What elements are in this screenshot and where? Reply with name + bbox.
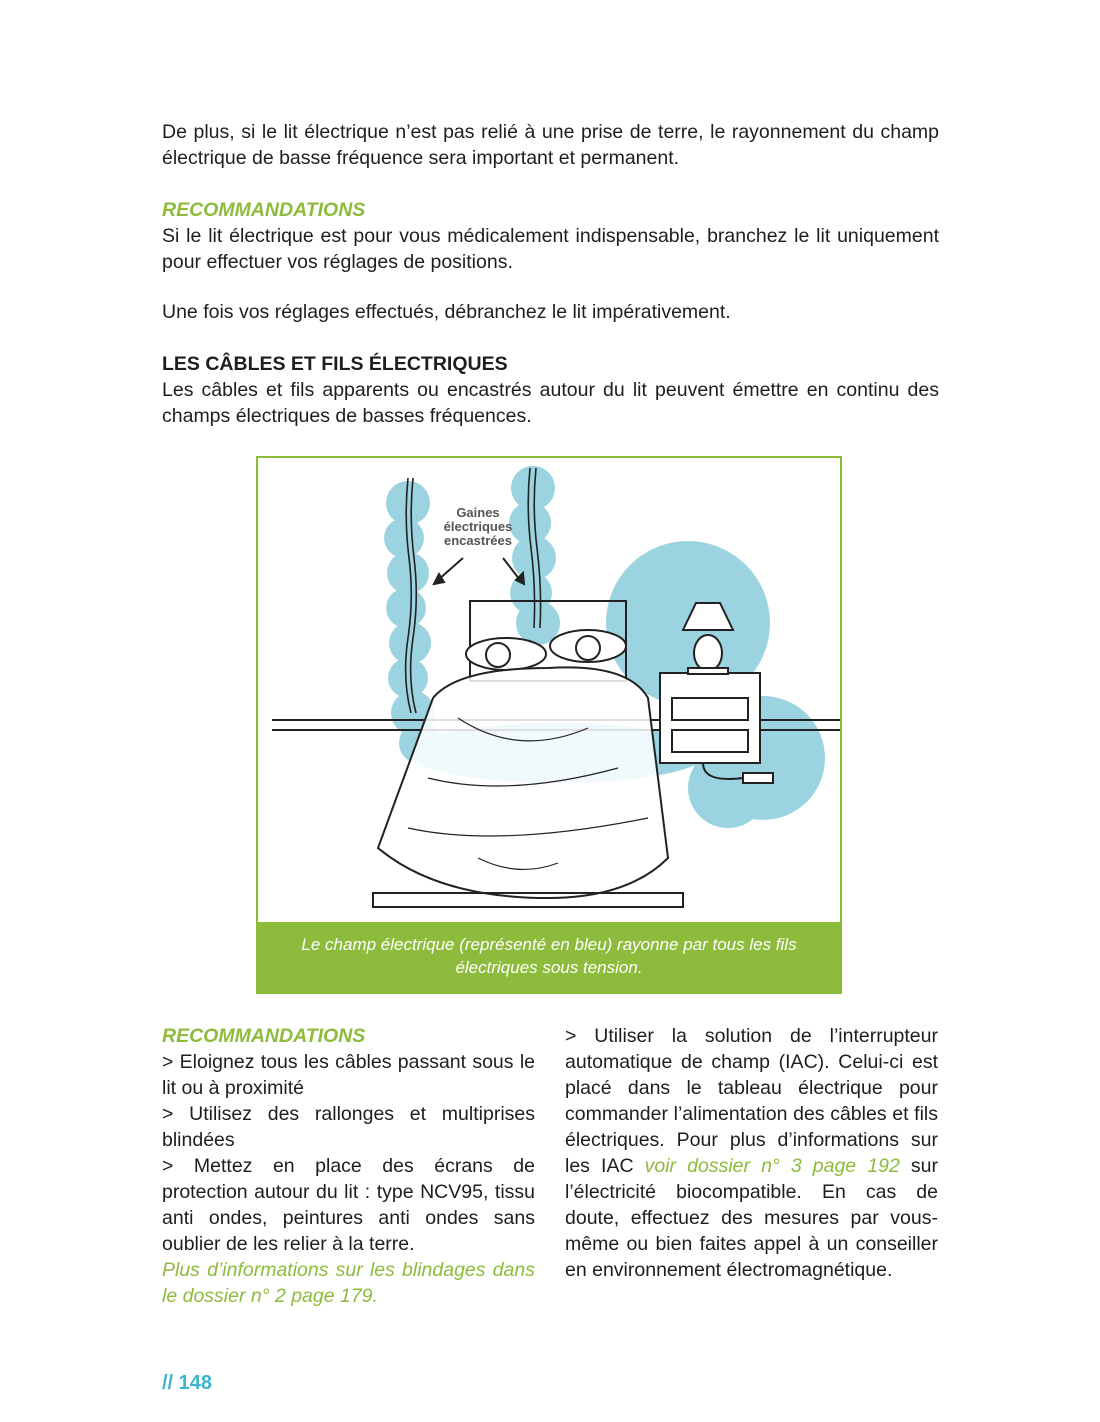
figure-caption: Le champ électrique (représenté en bleu) rayonne par tous les fils électriques sous tension. — [258, 922, 840, 992]
left-column — [162, 1023, 535, 1309]
right-column — [565, 1023, 938, 1283]
cables-paragraph: Les câbles et fils apparents ou encastrés autour du lit peuvent émettre en continu des champs électriques de basses fréquences. — [162, 379, 939, 427]
recommendations-heading: RECOMMANDATIONS — [162, 199, 366, 221]
figure-label-line-3: encastrées — [444, 533, 512, 548]
recommendation-item-2: > Utilisez des rallonges et multiprises blindées — [162, 1103, 535, 1151]
intro-section — [162, 119, 939, 171]
intro-paragraph: De plus, si le lit électrique n’est pas relié à une prise de terre, le rayonnement du champ électrique de basse fréquence sera important et permanent. — [162, 121, 939, 169]
bed-illustration-figure — [256, 456, 842, 994]
recommendations-heading-2: RECOMMANDATIONS — [162, 1025, 366, 1047]
figure-label-line-2: électriques — [443, 519, 513, 534]
page-number: // 148 — [162, 1372, 213, 1394]
unplug-paragraph: Une fois vos réglages effectués, débranchez le lit impérativement. — [162, 301, 731, 323]
iac-text-part-2: sur l’électricité biocompatible. En cas de doute, effectuez des mesures par vous-même ou bien faites appel à un conseiller en environnement électromagnétique. — [565, 1155, 938, 1281]
figure-label-line-1: Gaines — [456, 505, 500, 520]
recommendations-note — [162, 299, 939, 325]
bed-illustration — [258, 458, 840, 924]
recommendation-item-1: > Eloignez tous les câbles passant sous le lit ou à proximité — [162, 1051, 535, 1099]
recommendations-section-1 — [162, 197, 939, 275]
dossier-link[interactable]: voir dossier n° 3 page 192 — [644, 1155, 900, 1177]
figure-label — [428, 506, 528, 548]
iac-paragraph — [565, 1023, 938, 1283]
recommendation-item-3: > Mettez en place des écrans de protection autour du lit : type NCV95, tissu anti ondes, peintures anti ondes sans oublier de les relier à la terre. — [162, 1155, 535, 1255]
recommendations-paragraph: Si le lit électrique est pour vous médicalement indispensable, branchez le lit uniquement pour effectuer vos réglages de positions. — [162, 225, 939, 273]
cables-section — [162, 351, 939, 429]
shielding-link[interactable]: Plus d’informations sur les blindages dans le dossier n° 2 page 179. — [162, 1259, 535, 1307]
iac-text-part-1: > Utiliser la solution de l’interrupteur automatique de champ (IAC). Celui-ci est placé dans le tableau électrique pour commander l’alimentation des câbles et fils électriques. Pour plus d’informations sur les IAC — [565, 1025, 938, 1177]
section-title: LES CÂBLES ET FILS ÉLECTRIQUES — [162, 353, 508, 375]
